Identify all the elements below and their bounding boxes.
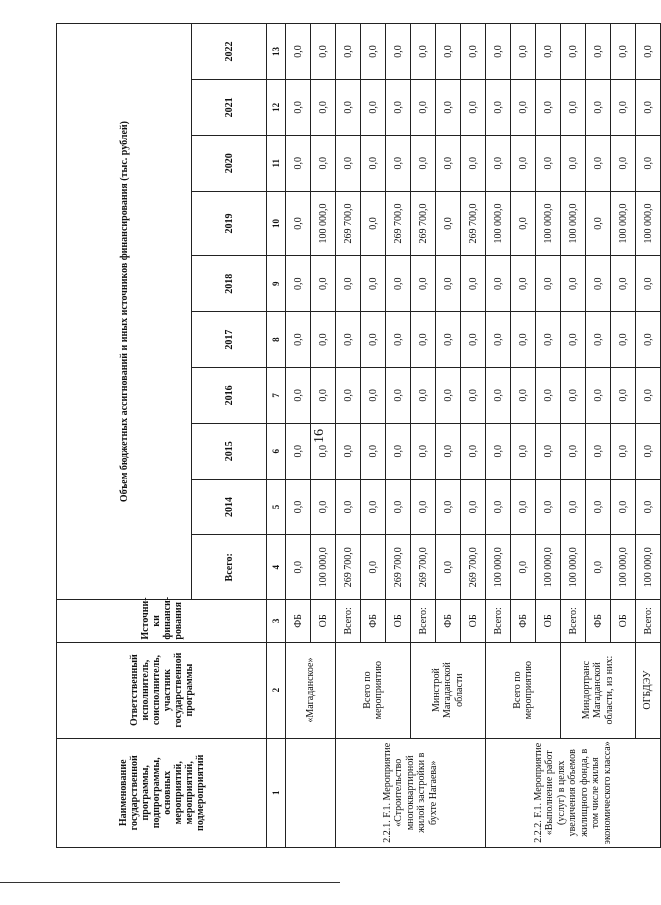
year-value-cell: 0,0 [461, 135, 486, 191]
year-value-cell: 0,0 [536, 135, 561, 191]
executor-cell: ОГБДЭУ [636, 642, 661, 738]
year-value-cell: 0,0 [611, 135, 636, 191]
year-value-cell: 0,0 [386, 79, 411, 135]
year-value-cell: 0,0 [286, 79, 311, 135]
year-value-cell: 0,0 [536, 24, 561, 80]
year-value-cell: 0,0 [611, 79, 636, 135]
year-value-cell: 0,0 [361, 423, 386, 479]
header-name: Наименование государственной программы, подпрограммы, основных мероприятий, мероприятий, подмероприятий [57, 738, 267, 847]
year-value-cell: 0,0 [286, 256, 311, 312]
total-value-cell: 0,0 [361, 535, 386, 600]
executor-cell: Всего по мероприятию [486, 642, 561, 738]
total-value-cell: 0,0 [286, 535, 311, 600]
year-value-cell: 0,0 [461, 312, 486, 368]
year-value-cell: 0,0 [461, 24, 486, 80]
year-value-cell: 0,0 [561, 24, 586, 80]
year-value-cell: 0,0 [336, 24, 361, 80]
year-value-cell: 0,0 [436, 256, 461, 312]
year-value-cell: 0,0 [386, 24, 411, 80]
year-value-cell: 0,0 [461, 256, 486, 312]
column-number: 11 [267, 135, 286, 191]
year-value-cell: 100 000,0 [311, 191, 336, 256]
year-value-cell: 0,0 [586, 423, 611, 479]
year-value-cell: 0,0 [636, 367, 661, 423]
table-row [336, 24, 361, 848]
year-value-cell: 0,0 [361, 79, 386, 135]
year-value-cell: 0,0 [536, 367, 561, 423]
header-year: 2016 [192, 367, 267, 423]
table-row [636, 24, 661, 848]
header-year: 2022 [192, 24, 267, 80]
total-value-cell: 100 000,0 [561, 535, 586, 600]
total-value-cell: 100 000,0 [486, 535, 511, 600]
year-value-cell: 0,0 [386, 479, 411, 535]
year-value-cell: 0,0 [536, 79, 561, 135]
source-cell: ФБ [286, 600, 311, 642]
year-value-cell: 0,0 [361, 479, 386, 535]
source-cell: ОБ [536, 600, 561, 642]
source-cell: ФБ [436, 600, 461, 642]
column-number: 13 [267, 24, 286, 80]
year-value-cell: 0,0 [586, 79, 611, 135]
year-value-cell: 0,0 [436, 479, 461, 535]
year-value-cell: 100 000,0 [486, 191, 511, 256]
year-value-cell: 0,0 [561, 423, 586, 479]
year-value-cell: 0,0 [611, 312, 636, 368]
year-value-cell: 0,0 [336, 256, 361, 312]
year-value-cell: 0,0 [436, 367, 461, 423]
year-value-cell: 0,0 [611, 24, 636, 80]
year-value-cell: 269 700,0 [461, 191, 486, 256]
year-value-cell: 0,0 [286, 191, 311, 256]
year-value-cell: 0,0 [311, 135, 336, 191]
year-value-cell: 0,0 [611, 256, 636, 312]
source-cell: Всего: [486, 600, 511, 642]
header-sources: Источни-ки финанси-рования [57, 600, 267, 642]
year-value-cell: 0,0 [411, 423, 436, 479]
year-value-cell: 0,0 [561, 79, 586, 135]
year-value-cell: 0,0 [511, 79, 536, 135]
year-value-cell: 0,0 [336, 312, 361, 368]
year-value-cell: 0,0 [411, 256, 436, 312]
year-value-cell: 0,0 [336, 479, 361, 535]
total-value-cell: 0,0 [436, 535, 461, 600]
executor-cell: Миндортранс Магаданской области, из них: [561, 642, 636, 738]
year-value-cell: 0,0 [586, 479, 611, 535]
year-value-cell: 0,0 [586, 191, 611, 256]
year-value-cell: 0,0 [486, 79, 511, 135]
source-cell: Всего: [336, 600, 361, 642]
year-value-cell: 0,0 [361, 367, 386, 423]
year-value-cell: 0,0 [586, 367, 611, 423]
year-value-cell: 0,0 [361, 191, 386, 256]
year-value-cell: 0,0 [561, 479, 586, 535]
year-value-cell: 0,0 [311, 479, 336, 535]
year-value-cell: 0,0 [636, 479, 661, 535]
year-value-cell: 0,0 [486, 256, 511, 312]
page-number: 16 [312, 429, 327, 443]
year-value-cell: 0,0 [461, 423, 486, 479]
year-value-cell: 100 000,0 [561, 191, 586, 256]
column-number: 5 [267, 479, 286, 535]
table-row [561, 24, 586, 848]
year-value-cell: 0,0 [436, 135, 461, 191]
year-value-cell: 0,0 [286, 423, 311, 479]
source-cell: Всего: [636, 600, 661, 642]
year-value-cell: 0,0 [461, 79, 486, 135]
table-row [286, 24, 311, 848]
year-value-cell: 100 000,0 [611, 191, 636, 256]
header-year: 2018 [192, 256, 267, 312]
activity-name-cell: 2.2.2. F.1. Мероприятие «Выполнение работ (услуг) в целях увеличения объемов жилищного фонда, в том числе жилья экономического класса» [486, 738, 661, 847]
year-value-cell: 0,0 [586, 24, 611, 80]
year-value-cell: 0,0 [286, 312, 311, 368]
year-value-cell: 100 000,0 [536, 191, 561, 256]
total-value-cell: 100 000,0 [311, 535, 336, 600]
table-row [411, 24, 436, 848]
column-number: 1 [267, 738, 286, 847]
year-value-cell: 0,0 [561, 367, 586, 423]
total-value-cell: 269 700,0 [386, 535, 411, 600]
year-value-cell: 0,0 [411, 367, 436, 423]
year-value-cell: 0,0 [561, 256, 586, 312]
rotated-table-wrapper [56, 23, 654, 848]
column-number: 3 [267, 600, 286, 642]
year-value-cell: 269 700,0 [411, 191, 436, 256]
year-value-cell: 0,0 [386, 256, 411, 312]
column-number: 6 [267, 423, 286, 479]
year-value-cell: 0,0 [361, 24, 386, 80]
year-value-cell: 0,0 [311, 367, 336, 423]
year-value-cell: 0,0 [286, 479, 311, 535]
year-value-cell: 0,0 [536, 479, 561, 535]
year-value-cell: 0,0 [536, 256, 561, 312]
column-number: 9 [267, 256, 286, 312]
header-year: 2019 [192, 191, 267, 256]
year-value-cell: 0,0 [411, 312, 436, 368]
year-value-cell: 0,0 [286, 135, 311, 191]
column-number: 2 [267, 642, 286, 738]
year-value-cell: 0,0 [336, 367, 361, 423]
total-value-cell: 0,0 [586, 535, 611, 600]
year-value-cell: 0,0 [386, 312, 411, 368]
year-value-cell: 0,0 [561, 135, 586, 191]
column-number: 4 [267, 535, 286, 600]
year-value-cell: 0,0 [536, 312, 561, 368]
header-executor: Ответственный исполнитель, соисполнитель, участник государственной программы [57, 642, 267, 738]
source-cell: ФБ [511, 600, 536, 642]
year-value-cell: 0,0 [586, 135, 611, 191]
year-value-cell: 0,0 [386, 423, 411, 479]
header-volume: Объем бюджетных ассигнований и иных источников финансирования (тыс. рублей) [57, 24, 192, 600]
year-value-cell: 0,0 [436, 423, 461, 479]
total-value-cell: 269 700,0 [336, 535, 361, 600]
year-value-cell: 0,0 [361, 312, 386, 368]
year-value-cell: 0,0 [436, 312, 461, 368]
year-value-cell: 0,0 [436, 24, 461, 80]
year-value-cell: 0,0 [511, 135, 536, 191]
header-year: 2015 [192, 423, 267, 479]
year-value-cell: 0,0 [311, 312, 336, 368]
year-value-cell: 269 700,0 [386, 191, 411, 256]
year-value-cell: 0,0 [361, 256, 386, 312]
year-value-cell: 0,0 [286, 24, 311, 80]
activity-name-cell: 2.2.1. F.1. Мероприятие «Строительство многоквартирной жилой застройки в бухте Нагаева» [336, 738, 486, 847]
column-number: 10 [267, 191, 286, 256]
table-row [486, 24, 511, 848]
year-value-cell: 0,0 [461, 367, 486, 423]
year-value-cell: 0,0 [486, 479, 511, 535]
header-year: 2017 [192, 312, 267, 368]
year-value-cell: 0,0 [411, 135, 436, 191]
year-value-cell: 0,0 [586, 312, 611, 368]
activity-name-cell [286, 738, 336, 847]
year-value-cell: 269 700,0 [336, 191, 361, 256]
year-value-cell: 100 000,0 [636, 191, 661, 256]
year-value-cell: 0,0 [636, 24, 661, 80]
year-value-cell: 0,0 [386, 135, 411, 191]
header-total: Всего: [192, 535, 267, 600]
year-value-cell: 0,0 [536, 423, 561, 479]
year-value-cell: 0,0 [486, 135, 511, 191]
source-cell: ОБ [611, 600, 636, 642]
column-number: 12 [267, 79, 286, 135]
source-cell: ОБ [386, 600, 411, 642]
year-value-cell: 0,0 [336, 135, 361, 191]
year-value-cell: 0,0 [611, 367, 636, 423]
total-value-cell: 0,0 [511, 535, 536, 600]
year-value-cell: 0,0 [311, 24, 336, 80]
financing-table [56, 23, 661, 848]
total-value-cell: 100 000,0 [636, 535, 661, 600]
total-value-cell: 100 000,0 [536, 535, 561, 600]
year-value-cell: 0,0 [511, 256, 536, 312]
year-value-cell: 0,0 [336, 79, 361, 135]
total-value-cell: 269 700,0 [411, 535, 436, 600]
year-value-cell: 0,0 [611, 479, 636, 535]
year-value-cell: 0,0 [386, 367, 411, 423]
total-value-cell: 269 700,0 [461, 535, 486, 600]
year-value-cell: 0,0 [561, 312, 586, 368]
source-cell: ФБ [361, 600, 386, 642]
year-value-cell: 0,0 [486, 24, 511, 80]
year-value-cell: 0,0 [636, 423, 661, 479]
column-number: 7 [267, 367, 286, 423]
year-value-cell: 0,0 [436, 79, 461, 135]
source-cell: Всего: [411, 600, 436, 642]
year-value-cell: 0,0 [311, 423, 336, 479]
year-value-cell: 0,0 [336, 423, 361, 479]
year-value-cell: 0,0 [411, 79, 436, 135]
year-value-cell: 0,0 [411, 479, 436, 535]
source-cell: ОБ [461, 600, 486, 642]
header-year: 2014 [192, 479, 267, 535]
executor-cell: Минстрой Магаданской области [411, 642, 486, 738]
year-value-cell: 0,0 [486, 312, 511, 368]
year-value-cell: 0,0 [636, 79, 661, 135]
scan-edge-line [0, 882, 340, 883]
year-value-cell: 0,0 [636, 135, 661, 191]
year-value-cell: 0,0 [636, 256, 661, 312]
year-value-cell: 0,0 [636, 312, 661, 368]
header-year: 2021 [192, 79, 267, 135]
year-value-cell: 0,0 [511, 312, 536, 368]
year-value-cell: 0,0 [611, 423, 636, 479]
executor-cell: Всего по мероприятию [336, 642, 411, 738]
year-value-cell: 0,0 [361, 135, 386, 191]
year-value-cell: 0,0 [411, 24, 436, 80]
year-value-cell: 0,0 [511, 191, 536, 256]
column-number: 8 [267, 312, 286, 368]
year-value-cell: 0,0 [586, 256, 611, 312]
column-numbers-row [267, 24, 286, 848]
year-value-cell: 0,0 [486, 367, 511, 423]
year-value-cell: 0,0 [511, 479, 536, 535]
year-value-cell: 0,0 [511, 423, 536, 479]
header-year: 2020 [192, 135, 267, 191]
year-value-cell: 0,0 [311, 79, 336, 135]
year-value-cell: 0,0 [286, 367, 311, 423]
source-cell: ФБ [586, 600, 611, 642]
source-cell: Всего: [561, 600, 586, 642]
source-cell: ОБ [311, 600, 336, 642]
year-value-cell: 0,0 [486, 423, 511, 479]
executor-cell: «Магаданское» [286, 642, 336, 738]
year-value-cell: 0,0 [436, 191, 461, 256]
year-value-cell: 0,0 [511, 367, 536, 423]
year-value-cell: 0,0 [311, 256, 336, 312]
total-value-cell: 100 000,0 [611, 535, 636, 600]
year-value-cell: 0,0 [511, 24, 536, 80]
year-value-cell: 0,0 [461, 479, 486, 535]
